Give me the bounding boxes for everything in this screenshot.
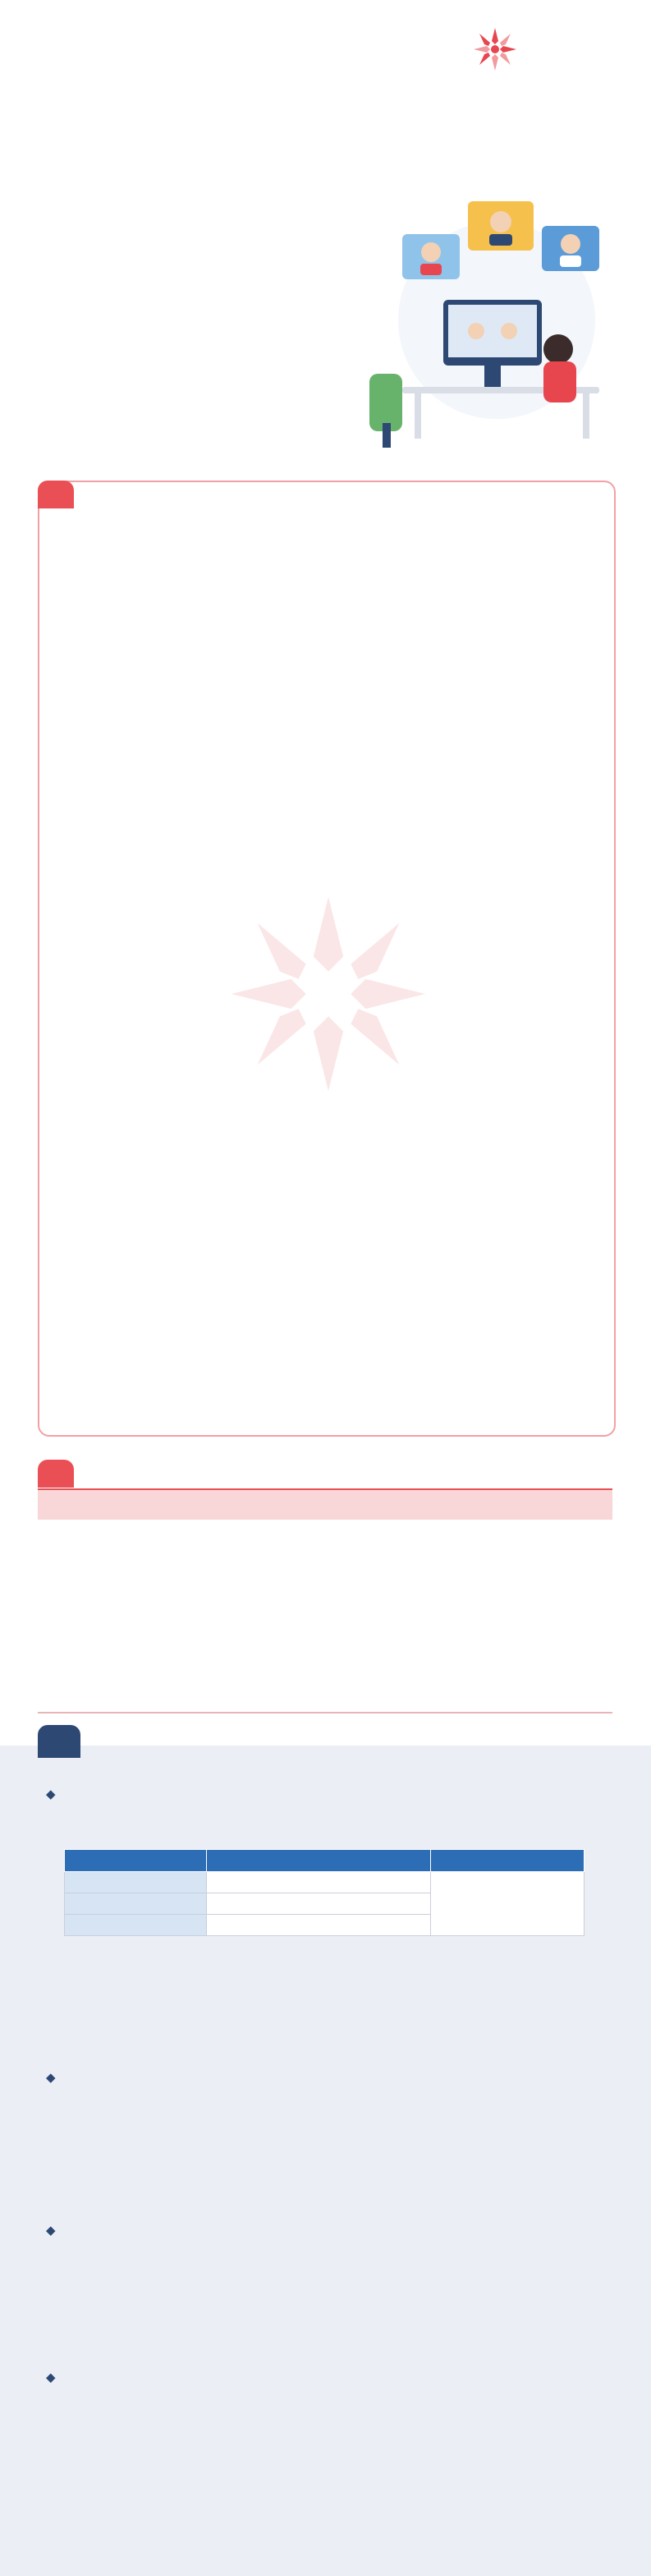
program-chair (594, 1497, 599, 1511)
fee-category (65, 1872, 207, 1893)
related-tab (38, 1725, 80, 1758)
fee-head-onsite (431, 1850, 585, 1872)
registration-heading: ◆ (46, 1787, 56, 1801)
online-meeting-illustration (353, 185, 624, 456)
poster-heading: ◆ (46, 2223, 56, 2238)
fee-onsite-value (431, 1872, 585, 1936)
greeting-tab (38, 481, 74, 508)
fee-table (64, 1849, 585, 1936)
fee-pre-value (207, 1915, 431, 1936)
fee-pre-value (207, 1893, 431, 1915)
watermark-logo-icon (205, 871, 452, 1117)
event-place-row (41, 390, 53, 410)
program-chair-bar (38, 1488, 612, 1520)
preregistration-heading: ◆ (46, 2070, 56, 2085)
fee-category (65, 1893, 207, 1915)
fee-pre-value (207, 1872, 431, 1893)
program-tab (38, 1460, 74, 1488)
event-host-row (41, 421, 53, 441)
event-date-row (41, 357, 53, 381)
fee-row (65, 1872, 585, 1893)
fee-head-pre (207, 1850, 431, 1872)
poster-row (38, 1676, 612, 1714)
fee-head-category (65, 1850, 207, 1872)
kpmhn-logo-icon (468, 25, 522, 74)
fee-category (65, 1915, 207, 1936)
committee-heading: ◆ (46, 2370, 56, 2385)
greeting-signature (577, 1370, 585, 1391)
committee-list (57, 2399, 616, 2563)
